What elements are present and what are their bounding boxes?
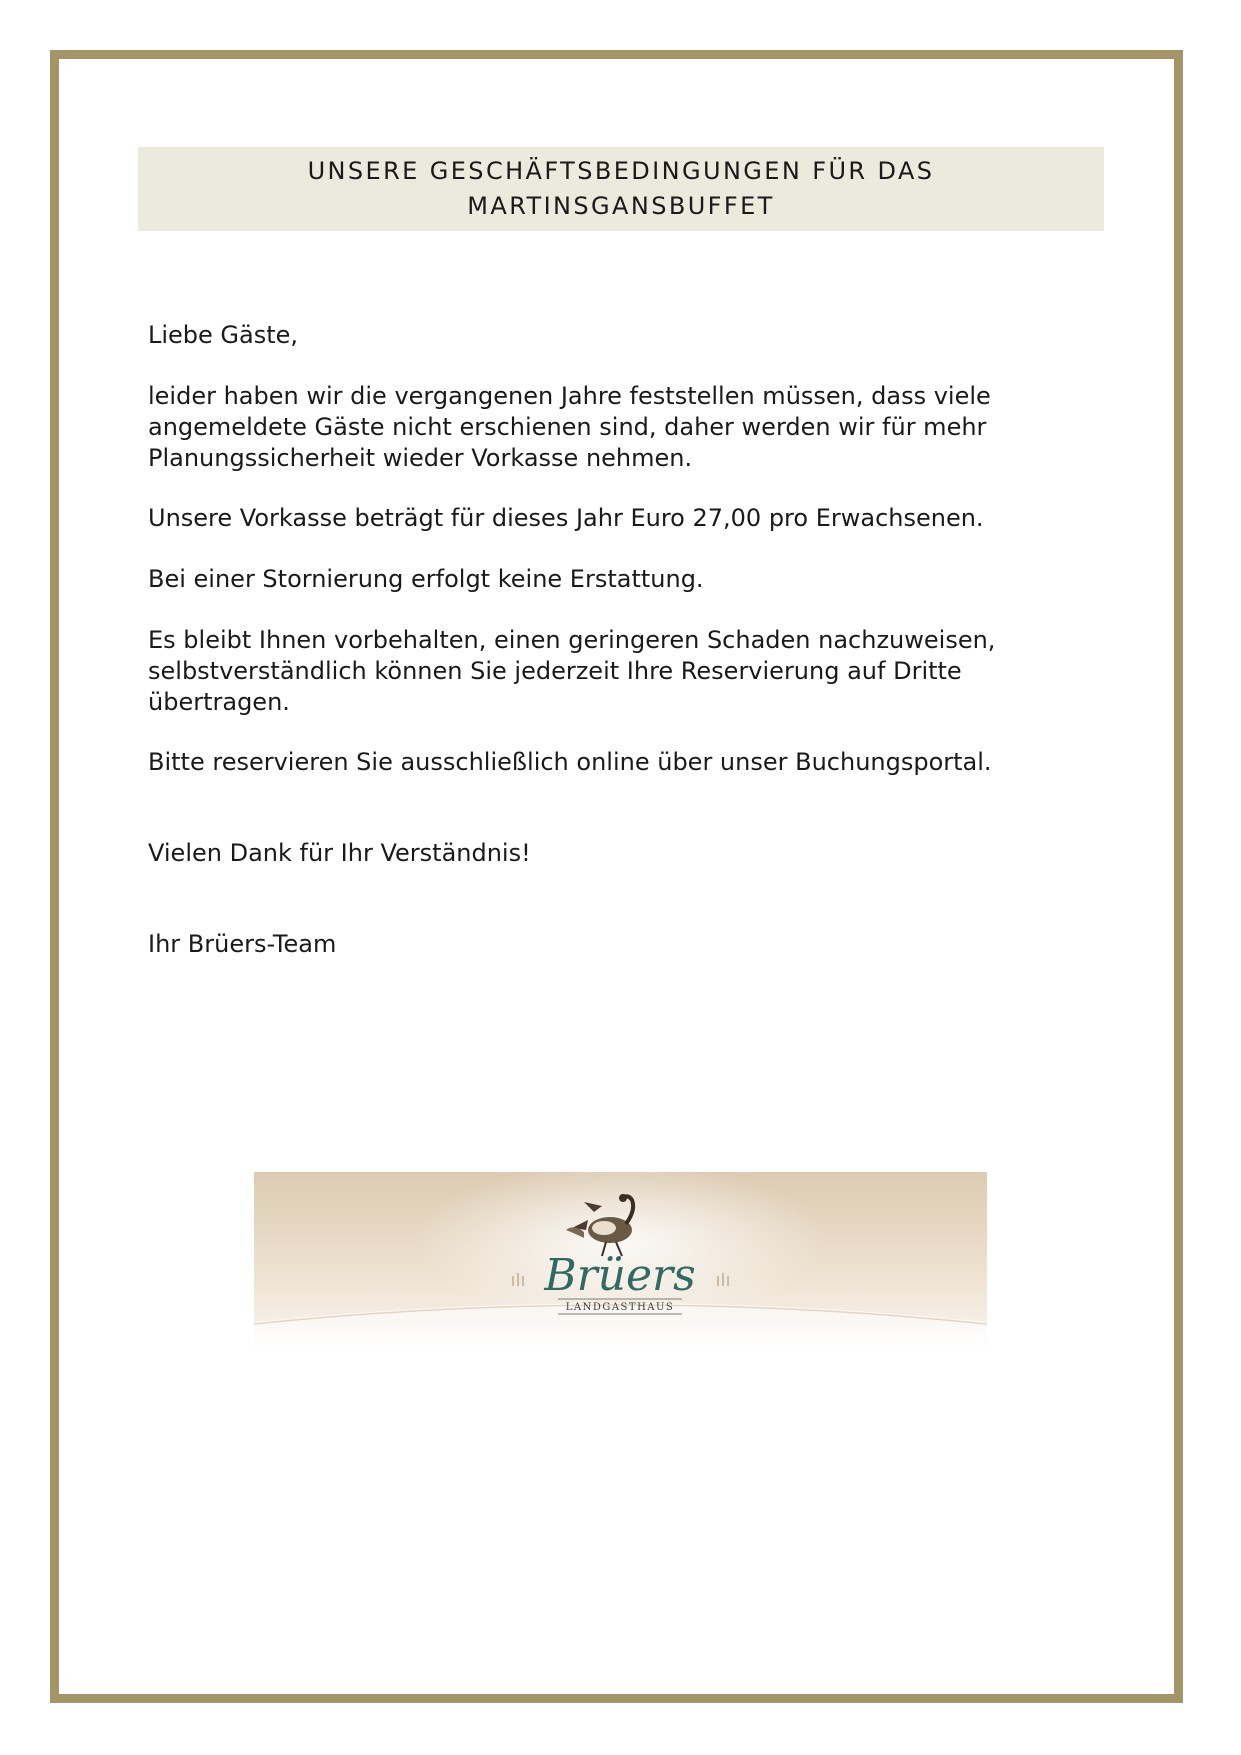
brand-subtitle: LANDGASTHAUS xyxy=(565,1302,675,1313)
paragraph-line: übertragen. xyxy=(148,688,290,716)
title-line-2: MARTINSGANSBUFFET xyxy=(467,192,775,220)
page-border-frame xyxy=(50,50,1183,1703)
page-title xyxy=(308,154,935,224)
paragraph-line: angemeldete Gäste nicht erschienen sind, daher werden wir für mehr xyxy=(148,413,987,441)
title-banner xyxy=(138,147,1104,231)
title-line-1: UNSERE GESCHÄFTSBEDINGUNGEN FÜR DAS xyxy=(307,157,935,185)
paragraph-line: Es bleibt Ihnen vorbehalten, einen geringeren Schaden nachzuweisen, xyxy=(148,626,996,654)
thanks-line: Vielen Dank für Ihr Verständnis! xyxy=(148,839,531,867)
paragraph-damage xyxy=(148,625,995,718)
paragraph-line: Planungssicherheit wieder Vorkasse nehmen. xyxy=(148,444,693,472)
greeting: Liebe Gäste, xyxy=(148,321,299,349)
logo-banner xyxy=(254,1172,987,1360)
paragraph-line: selbstverständlich können Sie jederzeit Ihre Reservierung auf Dritte xyxy=(148,657,962,685)
signature: Ihr Brüers-Team xyxy=(148,930,337,958)
paragraph-no-show xyxy=(148,381,991,474)
brand-logo-text: Brüers xyxy=(544,1250,696,1301)
paragraph-online-booking: Bitte reservieren Sie ausschließlich online über unser Buchungsportal. xyxy=(148,748,992,776)
logo-banner-graphic xyxy=(254,1172,987,1360)
paragraph-line: leider haben wir die vergangenen Jahre feststellen müssen, dass viele xyxy=(148,382,991,410)
paragraph-prepayment: Unsere Vorkasse beträgt für dieses Jahr Euro 27,00 pro Erwachsenen. xyxy=(148,504,984,532)
paragraph-cancellation: Bei einer Stornierung erfolgt keine Erstattung. xyxy=(148,565,704,593)
